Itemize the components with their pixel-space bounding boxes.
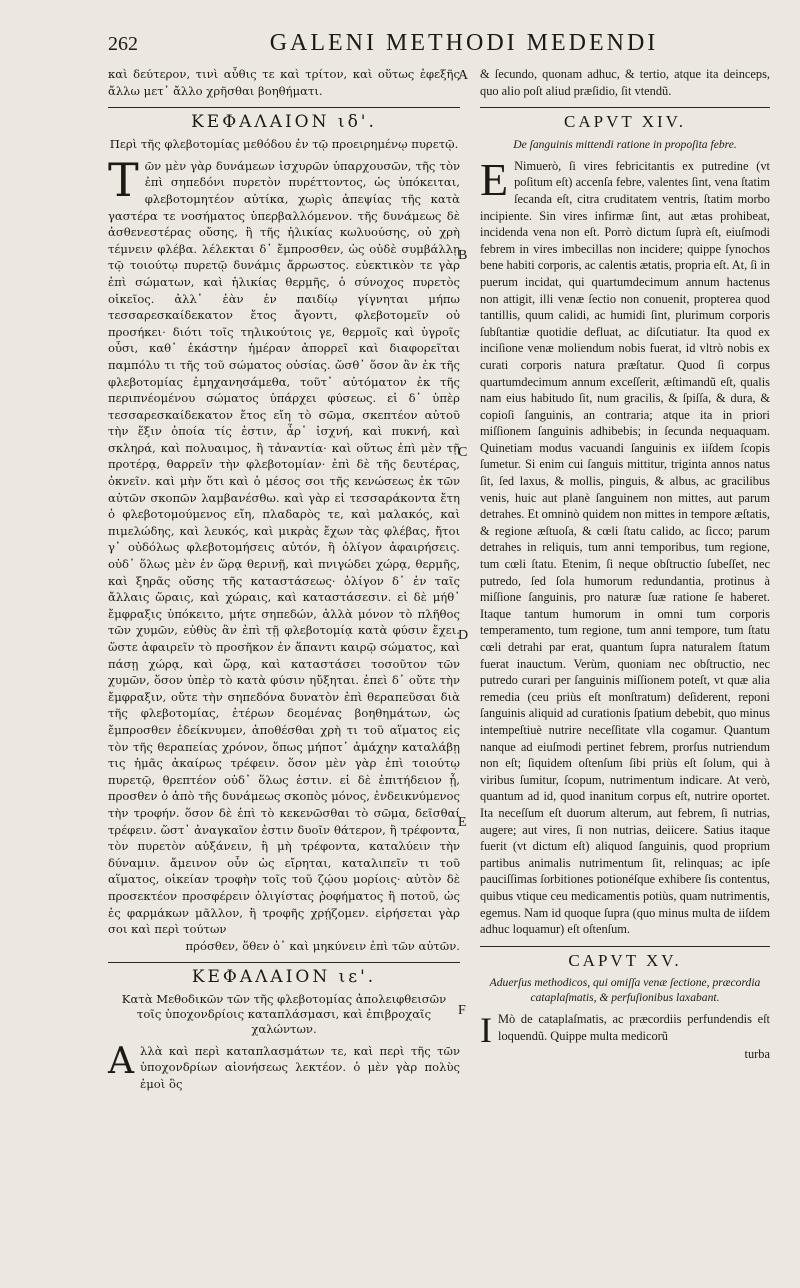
greek-chapter-15-title: ΚΕΦΑΛΑΙΟΝ ιε'. [191,967,377,988]
divider [480,946,770,947]
running-title: GALENI METHODI MEDENDI [269,30,659,56]
greek-intro: καὶ δεύτερον, τινὶ αὖθις τε καὶ τρίτον, καὶ οὕτως ἐφεξῆς ἄλλω μετ᾽ ἄλλο χρῆσθαι βοηθήματι. [108,67,460,98]
latin-chapter-15-subtitle: Aduerſus methodicos, qui omiſſa venæ ſectione, præcordia cataplaſmatis, & perfuſionibus laxabant. [489,976,761,1005]
greek-chapter-14-text: ῶν μὲν γὰρ δυνάμεων ἰσχυρῶν ὑπαρχουσῶν, τῆς τὸν ἐπὶ σηπεδόνι πυρετὸν πυρέττοντος, ὡς ὑπόκειται, φλεβοτομητέον αὐτίκα, χωρὶς ἀπεψίας τῆς κατὰ γαστέρα τε νοσήματος ὑπερβαλλόμενον. τῆς δυνάμεως δὲ ἀσθενεστέρας οὔσης, ἢ τῆς ἡλικίας κωλυούσης, οὐ χρὴ τέμνειν φλέβα. λέλεκται δ᾽ ἔμπροσθεν, ὡς οὐδὲ συμβάλλῃ τῷ τοιούτῳ πυρετῷ δυνάμις ἄρρωστος. εὐεκτικὸν τε γὰρ ἐπὶ σώματων, καὶ ἡλικίας θερμῆς, ὁ σύνοχος πυρετὸς οἰκεῖος. ἀλλ᾽ ἐὰν ἐν παιδίῳ γίγνηται μήπω τεσσαρεσκαίδεκατον ἔτος ἄγοντι, φλεβοτομεῖν οὐ προσήκει· διότι τοῖς τηλικούτοις γε, θερμοῖς καὶ ὑγροῖς οὖσι, καθ᾽ ἑκάστην ἡμέραν ἀπορρεῖ καὶ διαφορεῖται παμπόλυ τι τῆς τοῦ σώματος οὐσίας. ὥσθ᾽ ὅσον ἂν ἐκ τῆς φλεβοτομίας ἐμηχανησάμεθα, τοῦτ᾽ αὐτόματον ἐκ τῆς περιπνέομένου σώματος ὑπάρχει φύσεως. εἰ δ᾽ ὑπὲρ τεσσαρεσκαίδεκατον ἔτος εἴη τὸ σῶμα, σκεπτέον αὐτοῦ τὴν ἕξιν ὁποία τίς ἐστιν, ἆρ᾽ ἰσχνή, καὶ πυκνή, καὶ σκληρά, καὶ πολυαιμος, ἢ τἀναντία· καὶ οὕτως ἐπὶ μὲν τῇ προτέρᾳ, θαρρεῖν τὴν φλεβοτομίαν· ἐπὶ δὲ τῆς δευτέρας, ὀκνεῖν. καὶ μὴν ὅτι καὶ ὁ μέσος σοι τῆς κενώσεως ἐκ τῶν αὐτῶν σκοπῶν λαμβανέσθω. καὶ γὰρ εἰ τεσσαράκοντα ἔτη ὁ φλεβοτομούμενος εἴη, πλαδαρὸς τε, καὶ μαλακός, καὶ πιμελώδης, καὶ λευκός, καὶ μικρὰς ἔχων τὰς φλέβας, ἤτοι γ᾽ οὐδόλως φλεβοτομήσεις αὐτόν, ἢ ὀλίγον ἀφαιρήσεις. οὐδ᾽ ὅλως μὲν ἐν ὥρᾳ θερινῇ, καὶ πνιγώδει χώρᾳ, θερμῆς, καὶ ξηρᾶς οὔσης τῆς καταστάσεως· ὀλίγον δ᾽ ἐν ταῖς ἄλλαις ὥραις, καὶ χώραις, καὶ καταστάσεσιν. εἰ δὲ μήθ᾽ ἔμφραξις ὑπόκειτο, μήτε σηπεδών, ἀλλὰ μόνον τὸ πλῆθος τῶν χυμῶν, εὐθὺς ἂν ἐπὶ τῇ φλεβοτομίᾳ κατὰ φύσιν ἔχει. ὥστε ἀφαιρεῖν τὸ προσῆκον ἐν ἅπαντι καιρῷ σώματος, καὶ πάσῃ χώρᾳ, καὶ ὥρᾳ, καὶ καταστάσει τοσοῦτον τῶν χυμῶν, ὅσον ὑπὲρ τὸ κατὰ φύσιν ηὔξηται. ἐπεὶ δ᾽ οὔτε τὴν ἔμφραξιν, οὔτε τὴν σηπεδόνα δυνατὸν ἐπὶ θεραπεῦσαι διὰ τῆς φλεβοτομίας, ἑτέρων δεομένας βοηθημάτων, ὡς ἔμπροσθεν ἐδείκνυμεν, ἀποθέσθαι χρὴ τι τοῦ αἵματος εἰς τὸν τῆς θεραπείας χρόνον, ὅπως μήποτ᾽ ἀμάχην καταλάβῃ τις ἡμᾶς ἀκαίρως τρέφειν. ὅσον μὲν γὰρ ἐπὶ τοιούτῳ πυρετῷ, θρεπτέον οὐδ᾽ ὅλως ἐστιν. εἰ δὲ ἐπιτήδειον ᾖ, προσθεν ὁ ἀπὸ τῆς δυνάμεως σκοπὸς μόνος, ἐνδεικνύμενος τὴν τροφήν. ὅσον δὲ ἐπὶ τὸ κεκενῶσθαι τὸ σῶμα, δεῖσθαί τρέφειν. ὥστ᾽ ἀναγκαῖον ἐστιν δυοῖν θάτερον, ἢ τρέφοντα, τὸν πυρετὸν αὐξάνειν, ἢ μὴ τρέφοντα, καταλύειν τὴν δύναμιν. ἄμεινον οὖν ὡς εἴρηται, καταλιπεῖν τι τοῦ αἵματος, οἰκείαν τροφὴν τοῖς τοῦ ζῴου μορίοις· αὐτὸν δὲ προσεκτέον προσφέρειν ὀλιγίστας ῥοφήματος ἢ ποτοῦ, ὡς ἐς φαρμάκων μᾶλλον, ἢ τροφῆς χρῄζομεν. εἰρήσεται γὰρ σοι καὶ περὶ τούτων [108,158,460,937]
greek-chapter-15-subtitle: Κατὰ Μεθοδικῶν τῶν τῆς φλεβοτομίας ἀπολειφθεισῶν τοῖς ὑποχονδρίοις καταπλάσμασι, καὶ ἐπιβροχαῖς χαλώντων. [121,991,447,1036]
latin-chapter-14-subtitle: De ſanguinis mittendi ratione in propoſita febre. [513,137,737,151]
greek-chapter-15-body [108,1040,460,1093]
divider [480,107,770,108]
latin-chapter-15-text: Mò de cataplaſmatis, ac præcordiis perfundendis eſt loquendũ. Quippe multa medicorũ [498,1012,770,1043]
greek-chapter-14-title: ΚΕΦΑΛΑΙΟΝ ιδ'. [191,112,377,133]
greek-chapter-15-text: λλὰ καὶ περὶ καταπλασμάτων τε, καὶ περὶ τῆς τῶν ὑποχονδρίων αἰονήσεως λεκτέον. ὁ μὲν γὰρ πολὺς ἐμοὶ ὃς [140,1043,460,1092]
latin-dropcap: E [480,153,509,205]
catchword: turba [744,1047,770,1062]
latin-chapter-14-title: CAPVT XIV. [564,112,686,132]
greek-chapter-14-body [108,152,460,938]
margin-letter-d: D [458,628,469,643]
margin-letter-f: F [458,1003,466,1018]
latin-intro: & ſecundo, quonam adhuc, & tertio, atque ita deinceps, quo alio poſt aliud præſidio, ſit vtendũ. [480,67,770,98]
margin-letter-a: A [458,68,469,83]
greek-chapter-14-end: πρόσθεν, ὅθεν ὀ᾽ καὶ μηκύνειν ἐπὶ τῶν αὐτῶν. [185,938,460,953]
latin-chapter-14-text: Nimuerò, ſi vires febricitantis ex putredine (vt poſitum eſt) accenſa febre, valentes ſint, vena ſtatim ſecanda eſt, citra cruditatem ventris, ſtatim morbo incipiente. Sin vires infirmæ ſint, aut ætas prohibeat, incidenda vena non eſt. Porrò dictum ſuprà eſt, eiuſmodi febrem in vires imbecillas non incidere; quippe ſynochos bene habiti corporis, ac calentis ætatis, propria eſt. At, ſi in puerum incidat, qui quartumdecimum annum hactenus non attigit, illi venæ ſectio non conuenit, propterea quod tantillis, quum calidi, ac humidi ſint, plurimum corporis ſubſtantiæ quotidie defluat, ac diſcutiatur. Ita quod ex inciſione venæ moliendum nobis fuerat, id vltrò nobis ex curati corporis natura præſtatur. Quod ſi corpus quartumdecimum annum exceſſerit, æſtimandũ eſt, qualis nam eius habitudo ſit, num gracilis, & ſpiſſa, & dura, & copioſi ſanguinis, an contraria; atque ita in priori miſſionem ſanguinis adhibebis; in ſecunda nequaquam. Quinetiam modus vacuandi ſanguinis ex iiſdem ſcopis ſumetur. Si enim cui ſanguis mittitur, triginta annos natus ſit, ſed laxus, & mollis, pinguis, & albus, ac gracilibus venis, huic aut planè ſanguinem non mittes, aut parum detrahes. Et omninò quidem non mittes in tempore æſtatis, & regione æſtuoſa, & cœli ſtatu calido, ac ſicco; parum detrahes in reliquis, tum anni temporibus, tum regione, tum cœli ſtatu. Etenim, ſi neque obſtructio ſubeſſet, nec putredo, ſed ſola humorum redundantia, protinus à miſſione ſanguinis, pro naturæ ſuæ ratione ſe haberet. Itaque tantum humorum in omni tum corporis temperamento, tum regione, tum anni tempore, tum ſtatu cœli detrahi par erat, quantum ſupra naturalem ſtatum fuerat inauctum. Verùm, quoniam nec obſtructio, nec putredo curari per ſanguinis miſſionem poteſt, vt quæ alia remedia (ceu priùs eſt monſtratum) deſiderent, reponi ſanguinis aliquid ad curationis ſpatium debebit, quo minus intempeſtiuè nutrire neceſſitate vlla cogamur. Quantum nanque ad eiuſmodi pertinet febrem, prorſus nutriendum non eſt; ſiquidem oſtenſum ſibi priùs eſt ſolum, qui à viribus ſumitur, ſcopum, nutrimentum indicare. At verò, quantum ad id, quod inanitum corpus eſt, nutrire oportet. Ita neceſſum eſt duorum alterum, aut febrem, ſi nutrias, augere; aut vires, ſi non nutrias, deiicere. Satius itaque fuerit (vt dictum eſt) aliquod ſanguinis, quod proprium partibus animalis nutrimentum ſit, relinquas; ac ipſe pauciſſimas ſorbitiones potionéſque exhibere ſis contentus, quibus vtique ceu medicamentis potiùs, quam nutrimentis, egemus. Nam id quoque ſupra (quo minus multa de iiſdem adhuc loquamur) eſt oſtenſum. [480,158,770,937]
margin-letter-c: C [458,445,468,460]
greek-dropcap: Α [108,1040,134,1082]
page-number: 262 [108,33,138,55]
margin-letter-b: B [458,248,468,263]
margin-letter-e: E [458,815,467,830]
greek-chapter-14-subtitle: Περὶ τῆς φλεβοτομίας μεθόδου ἐν τῷ προειρημένῳ πυρετῷ. [109,136,459,151]
divider [108,107,460,108]
latin-chapter-15-body [480,1010,770,1051]
page-header [108,30,760,66]
latin-chapter-14-body [480,153,770,938]
divider [108,962,460,963]
latin-dropcap: I [480,1010,492,1051]
greek-column [108,66,460,1093]
latin-column [480,66,770,1063]
latin-chapter-15-title: CAPVT XV. [568,950,682,970]
greek-dropcap: Τ [108,152,139,207]
